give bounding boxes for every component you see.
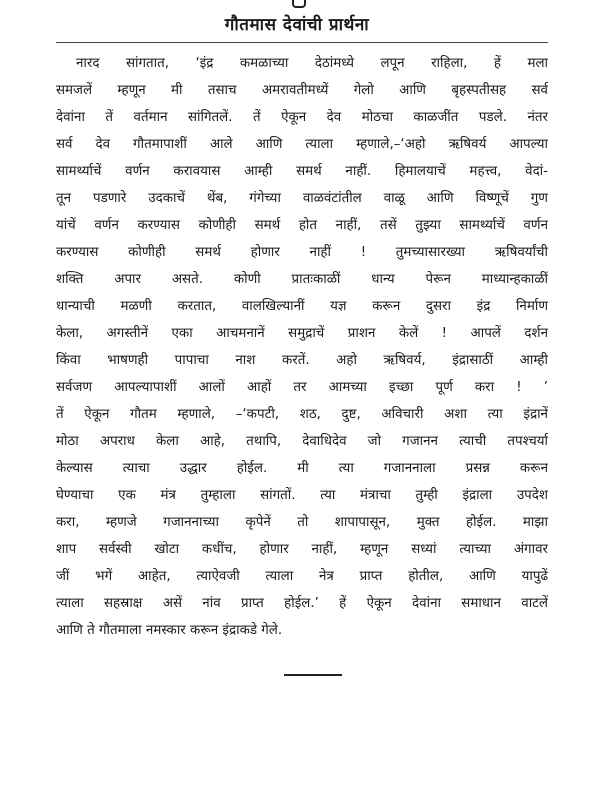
- text-line: शक्ति अपार असते. कोणी प्रातःकाळीं धान्य पेरून माध्यान्हकाळीं: [56, 272, 548, 287]
- text-line: त्याला सहस्राक्ष असें नांव प्राप्त होईल.’ हें ऐकून देवांना समाधान वाटलें: [56, 596, 548, 611]
- text-line: तून पडणारे उदकाचें थेंब, गंगेच्या वाळवंटांतील वाळू आणि विष्णूचें गुण: [56, 191, 548, 206]
- text-line: करण्यास कोणीही समर्थ होणार नाहीं ! तुमच्यासारख्या ऋषिवर्यांची: [56, 245, 548, 260]
- title-rule: [56, 42, 548, 43]
- text-line: धान्याची मळणी करतात, वालखिल्यानीं यज्ञ करून दुसरा इंद्र निर्माण: [56, 299, 548, 314]
- text-line: आणि ते गौतमाला नमस्कार करून इंद्राकडे गेले.: [56, 623, 283, 638]
- text-line: देवांना तें वर्तमान सांगितलें. तें ऐकून देव मोठचा काळजींत पडले. नंतर: [56, 110, 548, 125]
- text-line: समजलें म्हणून मी तसाच अमरावतीमध्यें गेलो आणि बृहस्पतीसह सर्व: [56, 83, 548, 98]
- text-line: शाप सर्वस्वी खोटा कधींच, होणार नाहीं, म्हणून सध्यां त्याच्या अंगावर: [56, 542, 548, 557]
- text-line: सर्व देव गौतमापाशीं आले आणि त्याला म्हणाले,–‘अहो ऋषिवर्य आपल्या: [56, 137, 548, 152]
- text-line: करा, म्हणजे गजाननाच्या कृपेनें तो शापापासून, मुक्त होईल. माझा: [56, 515, 548, 530]
- text-line: केला, अगस्तीनें एका आचमनानें समुद्राचें प्राशन केलें ! आपलें दर्शन: [56, 326, 548, 341]
- text-line: जीं भगें आहेत, त्याऐवजी त्याला नेत्र प्राप्त होतील, आणि यापुढें: [56, 569, 548, 584]
- page-top-mark: [292, 0, 306, 8]
- text-line: केल्यास त्याचा उद्धार होईल. मी त्या गजाननाला प्रसन्न करून: [56, 461, 548, 476]
- text-line: यांचें वर्णन करण्यास कोणीही समर्थ होत नाहीं, तसें तुझ्या सामर्थ्याचें वर्णन: [56, 218, 548, 233]
- text-line: सामर्थ्याचें वर्णन करावयास आम्ही समर्थ नाहीं. हिमालयाचें महत्त्व, वेदां-: [56, 164, 548, 179]
- text-line: तें ऐकून गौतम म्हणाले, –‘कपटी, शठ, दुष्ट, अविचारी अशा त्या इंद्रानें: [56, 407, 548, 422]
- body-text: [56, 50, 548, 644]
- text-line: नारद सांगतात, ‘इंद्र कमळाच्या देठांमध्ये लपून राहिला, हें मला: [76, 56, 548, 71]
- chapter-title: गौतमास देवांची प्रार्थना: [224, 15, 370, 35]
- section-end-rule: [284, 674, 342, 676]
- text-line: घेण्याचा एक मंत्र तुम्हाला सांगतों. त्या मंत्राचा तुम्ही इंद्राला उपदेश: [56, 488, 548, 503]
- text-line: मोठा अपराध केला आहे, तथापि, देवाधिदेव जो गजानन त्याची तपश्चर्या: [56, 434, 548, 449]
- text-line: किंवा भाषणही पापाचा नाश करतें. अहो ऋषिवर्य, इंद्रासाठीं आम्ही: [56, 353, 548, 368]
- text-line: सर्वजण आपल्यापाशीं आलों आहों तर आमच्या इच्छा पूर्ण करा ! ’: [56, 380, 548, 395]
